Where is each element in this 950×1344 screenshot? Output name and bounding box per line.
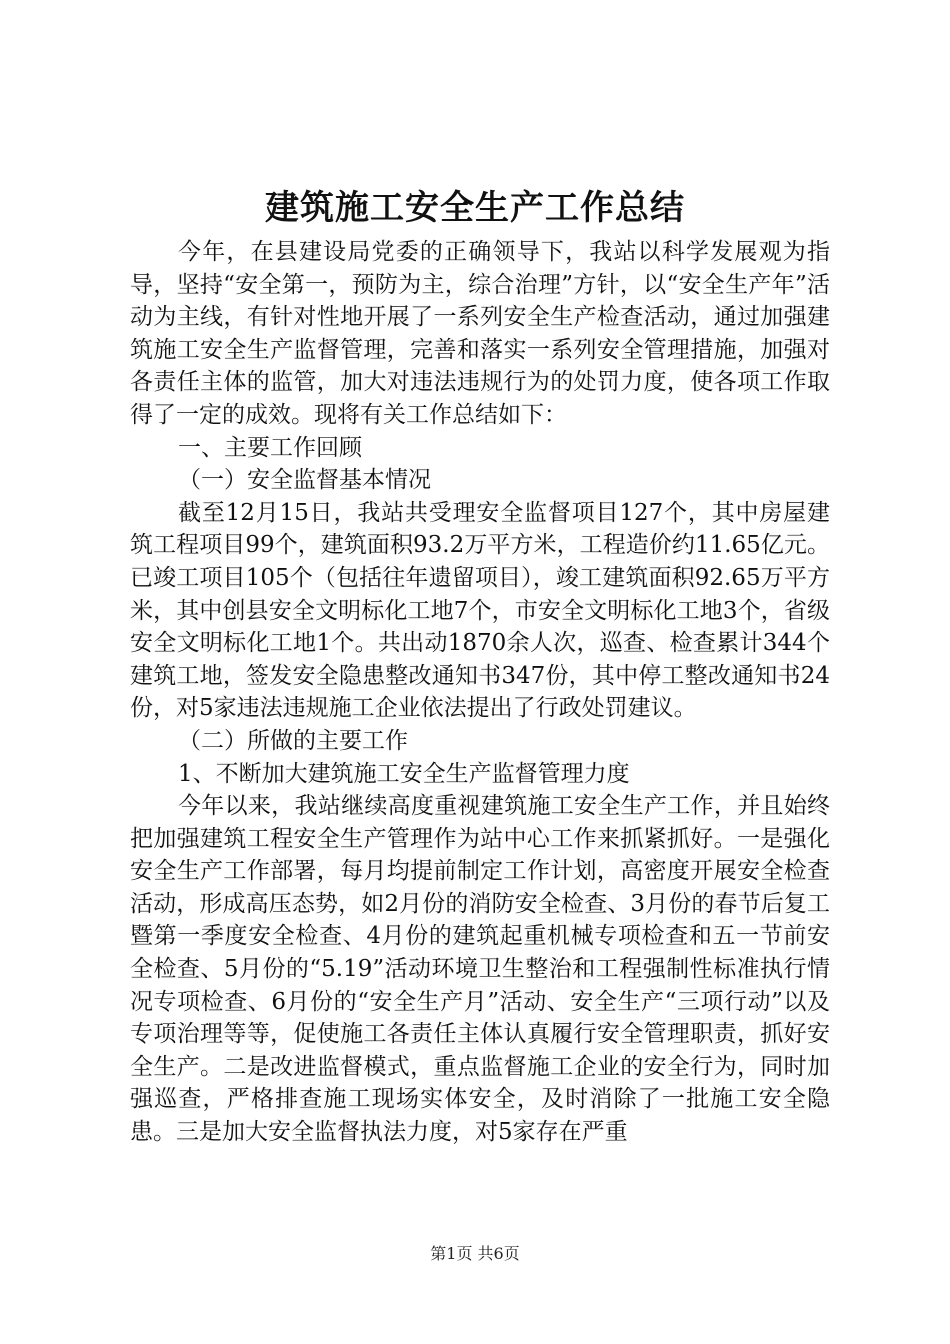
document-body [130,236,830,1149]
document-title: 建筑施工安全生产工作总结 [265,188,685,228]
work-detail-paragraph: 今年以来，我站继续高度重视建筑施工安全生产工作，并且始终把加强建筑工程安全生产管理作为站中心工作来抓紧抓好。一是强化安全生产工作部署，每月均提前制定工作计划，高密度开展安全检查活动，形成高压态势，如2月份的消防安全检查、3月份的春节后复工暨第一季度安全检查、4月份的建筑起重机械专项检查和五一节前安全检查、5月份的“5.19”活动环境卫生整治和工程强制性标准执行情况专项检查、6月份的“安全生产月”活动、安全生产“三项行动”以及专项治理等等，促使施工各责任主体认真履行安全管理职责，抓好安全生产。二是改进监督模式，重点监督施工企业的安全行为，同时加强巡查，严格排查施工现场实体安全，及时消除了一批施工安全隐患。三是加大安全监督执法力度，对5家存在严重 [130,793,830,1146]
subsection-heading-basic-situation: （一）安全监督基本情况 [178,467,431,494]
item-heading-supervision: 1、不断加大建筑施工安全生产监督管理力度 [178,760,630,787]
page-number-footer: 第1页 共6页 [430,1244,520,1263]
subsection-heading-main-work: （二）所做的主要工作 [178,727,408,754]
section-heading-main-review: 一、主要工作回顾 [178,434,362,461]
intro-paragraph: 今年，在县建设局党委的正确领导下，我站以科学发展观为指导，坚持“安全第一，预防为主，综合治理”方针，以“安全生产年”活动为主线，有针对性地开展了一系列安全生产检查活动，通过加强建筑施工安全生产监督管理，完善和落实一系列安全管理措施，加强对各责任主体的监管，加大对违法违规行为的处罚力度，使各项工作取得了一定的成效。现将有关工作总结如下： [130,239,830,428]
statistics-paragraph: 截至12月15日，我站共受理安全监督项目127个，其中房屋建筑工程项目99个，建筑面积93.2万平方米，工程造价约11.65亿元。已竣工项目105个（包括往年遗留项目），竣工建筑面积92.65万平方米，其中创县安全文明标化工地7个，市安全文明标化工地3个，省级安全文明标化工地1个。共出动1870余人次，巡查、检查累计344个建筑工地，签发安全隐患整改通知书347份，其中停工整改通知书24份，对5家违法违规施工企业依法提出了行政处罚建议。 [130,499,830,722]
